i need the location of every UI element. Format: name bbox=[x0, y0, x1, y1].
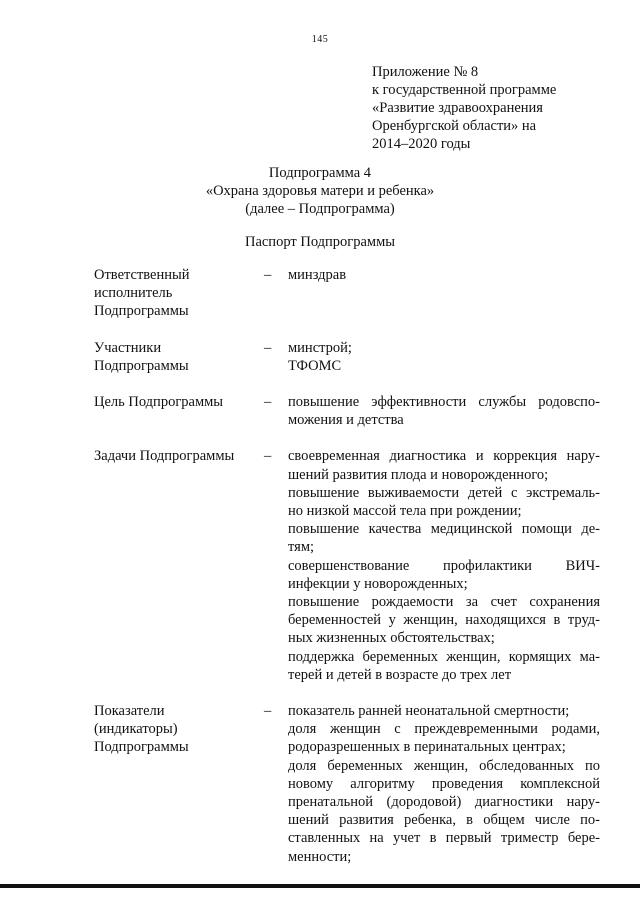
label-line: исполнитель bbox=[94, 285, 173, 302]
subprogram-line: Подпрограмма 4 bbox=[268, 165, 372, 181]
dash-separator: – bbox=[264, 339, 272, 356]
label-line: Подпрограммы bbox=[94, 303, 189, 320]
passport-title: Паспорт Подпрограммы bbox=[244, 234, 396, 250]
value-line: можения и детства bbox=[288, 412, 404, 429]
value-line: повышение эффективности службы родовспо- bbox=[288, 394, 600, 411]
value-line: повышение качества медицинской помощи де- bbox=[288, 521, 600, 538]
page-bottom-rule bbox=[0, 884, 640, 888]
appendix-line: Приложение № 8 bbox=[372, 64, 479, 80]
value-line: но низкой массой тела при рождении; bbox=[288, 503, 522, 520]
row-label bbox=[94, 393, 264, 411]
value-line: ТФОМС bbox=[288, 357, 342, 374]
label-line: Задачи Подпрограммы bbox=[94, 448, 235, 465]
page-number: 145 bbox=[311, 34, 329, 45]
appendix-header bbox=[372, 63, 622, 153]
passport-row-goal bbox=[94, 393, 600, 429]
passport-table bbox=[94, 266, 600, 866]
row-label bbox=[94, 702, 264, 757]
label-line: Участники bbox=[94, 339, 162, 356]
value-line: терей и детей в возрасте до трех лет bbox=[288, 666, 512, 683]
appendix-line: 2014–2020 годы bbox=[372, 136, 471, 152]
label-line: Показатели bbox=[94, 703, 165, 720]
passport-row-responsible bbox=[94, 266, 600, 321]
value-line: поддержка беременных женщин, кормящих ма- bbox=[288, 648, 600, 665]
dash-separator: – bbox=[264, 267, 272, 283]
value-line: шений развития плода и новорожденного; bbox=[288, 466, 549, 483]
appendix-line: Оренбургской области» на bbox=[372, 118, 537, 134]
row-value bbox=[288, 266, 600, 284]
label-line: Подпрограммы bbox=[94, 357, 189, 374]
value-line: своевременная диагностика и коррекция нару- bbox=[288, 448, 600, 465]
label-line: (индикаторы) bbox=[94, 721, 178, 738]
appendix-line: к государственной программе bbox=[372, 82, 557, 98]
value-line: шений развития ребенка, в общем числе по- bbox=[288, 812, 600, 829]
subprogram-line: «Охрана здоровья матери и ребенка» bbox=[205, 183, 435, 199]
passport-row-indicators bbox=[94, 702, 600, 866]
value-line: повышение рождаемости за счет сохранения bbox=[288, 594, 600, 611]
value-line: беременностей у женщин, находящихся в труд- bbox=[288, 612, 600, 629]
passport-row-tasks bbox=[94, 447, 600, 684]
value-line: доля беременных женщин, обследованных по bbox=[288, 757, 600, 774]
dash-separator: – bbox=[264, 703, 272, 720]
dash-separator: – bbox=[264, 394, 272, 411]
value-line: ных жизненных обстоятельствах; bbox=[288, 630, 495, 647]
label-line: Цель Подпрограммы bbox=[94, 394, 224, 411]
row-label bbox=[94, 266, 264, 321]
value-line: новому алгоритму проведения комплексной bbox=[288, 775, 600, 792]
value-line: тям; bbox=[288, 539, 315, 556]
value-line: ставленных на учет в первый триместр бере- bbox=[288, 830, 600, 847]
value-line: инфекции у новорожденных; bbox=[288, 575, 468, 592]
value-line: менности; bbox=[288, 848, 352, 865]
label-line: Подпрограммы bbox=[94, 739, 189, 756]
label-line: Ответственный bbox=[94, 267, 190, 283]
row-value bbox=[288, 447, 600, 684]
value-line: совершенствование профилактики ВИЧ- bbox=[288, 557, 600, 574]
value-line: минздрав bbox=[288, 267, 347, 283]
subprogram-line: (далее – Подпрограмма) bbox=[245, 201, 395, 217]
row-value bbox=[288, 339, 600, 375]
dash-separator: – bbox=[264, 448, 272, 465]
row-label bbox=[94, 339, 264, 375]
value-line: пренатальной (дородовой) диагностики нару- bbox=[288, 794, 600, 811]
value-line: доля женщин с преждевременными родами, bbox=[288, 721, 600, 738]
row-value bbox=[288, 393, 600, 429]
appendix-line: «Развитие здравоохранения bbox=[372, 100, 543, 116]
value-line: повышение выживаемости детей с экстремаль- bbox=[288, 484, 600, 501]
value-line: показатель ранней неонатальной смертности; bbox=[288, 703, 570, 720]
passport-row-participants bbox=[94, 339, 600, 375]
row-value bbox=[288, 702, 600, 866]
subprogram-heading bbox=[0, 164, 640, 218]
value-line: минстрой; bbox=[288, 339, 352, 356]
value-line: родоразрешенных в перинатальных центрах; bbox=[288, 739, 566, 756]
row-label bbox=[94, 447, 264, 465]
